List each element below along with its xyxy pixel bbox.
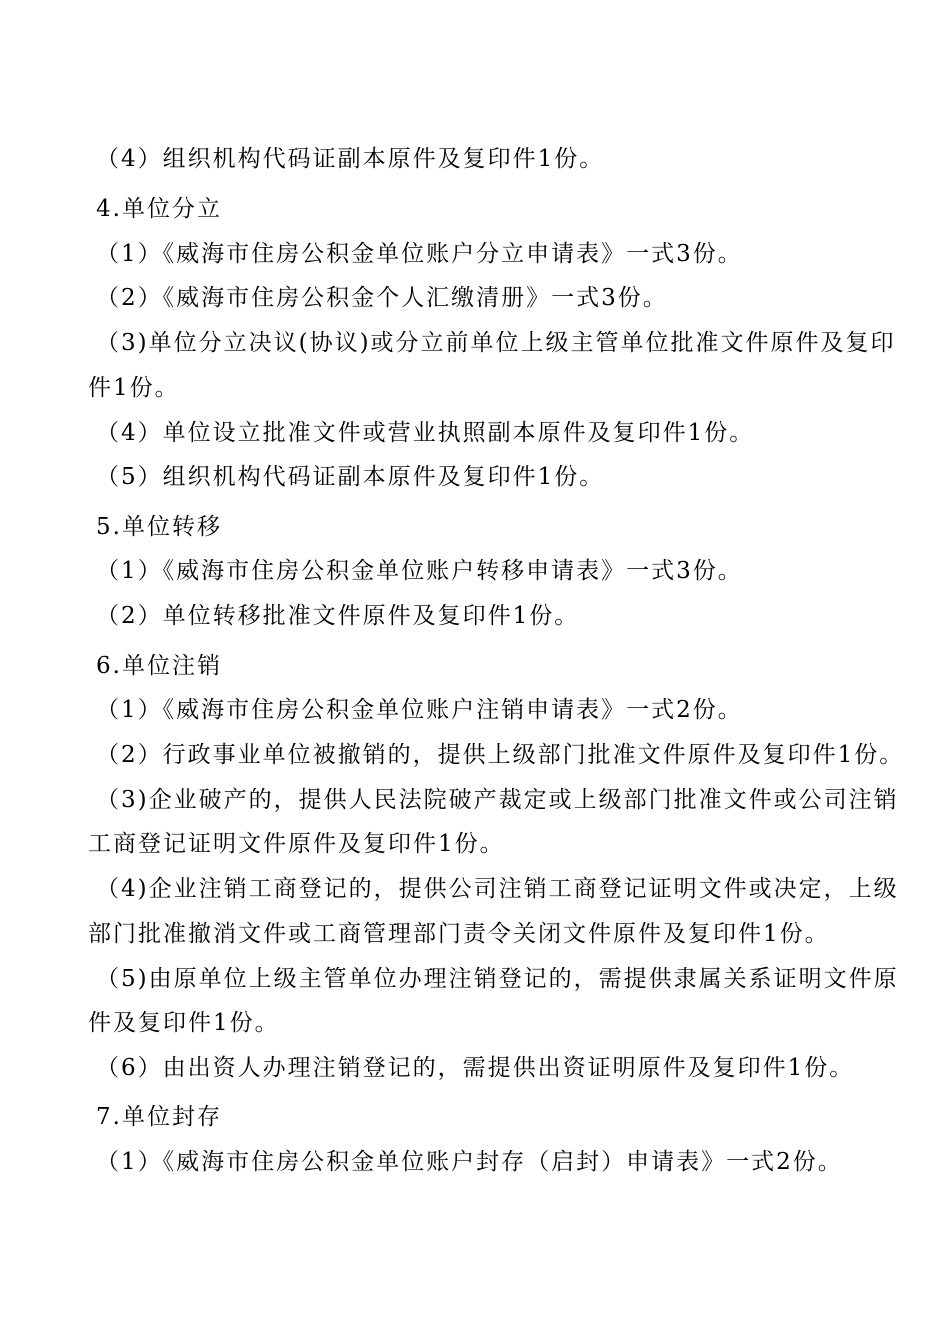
doc-line: 部门批准撤消文件或工商管理部门责令关闭文件原件及复印件1份。 xyxy=(88,921,830,947)
doc-line: （3)企业破产的，提供人民法院破产裁定或上级部门批准文件或公司注销 xyxy=(96,787,899,813)
section-heading: 6.单位注销 xyxy=(96,653,222,679)
doc-line: 件1份。 xyxy=(88,375,180,401)
section-heading: 4.单位分立 xyxy=(96,196,222,222)
doc-line: （1）《威海市住房公积金单位账户封存（启封）申请表》一式2份。 xyxy=(96,1149,843,1175)
doc-line: （2）行政事业单位被撤销的，提供上级部门批准文件原件及复印件1份。 xyxy=(96,742,905,768)
doc-line: 件及复印件1份。 xyxy=(88,1010,280,1036)
doc-line: （6）由出资人办理注销登记的，需提供出资证明原件及复印件1份。 xyxy=(96,1055,855,1081)
doc-line: （1）《威海市住房公积金单位账户转移申请表》一式3份。 xyxy=(96,558,743,584)
doc-line: （4)企业注销工商登记的，提供公司注销工商登记证明文件或决定，上级 xyxy=(96,876,899,902)
doc-line: 工商登记证明文件原件及复印件1份。 xyxy=(88,831,505,857)
doc-line: （3)单位分立决议(协议)或分立前单位上级主管单位批准文件原件及复印 xyxy=(96,330,896,356)
doc-line: （1）《威海市住房公积金单位账户注销申请表》一式2份。 xyxy=(96,697,743,723)
section-heading: 5.单位转移 xyxy=(96,514,222,540)
section-heading: 7.单位封存 xyxy=(96,1104,222,1130)
doc-line: （4）单位设立批准文件或营业执照副本原件及复印件1份。 xyxy=(96,420,755,446)
doc-line: （5)由原单位上级主管单位办理注销登记的，需提供隶属关系证明文件原 xyxy=(96,966,899,992)
doc-line: （5）组织机构代码证副本原件及复印件1份。 xyxy=(96,464,605,490)
doc-line: （2）单位转移批准文件原件及复印件1份。 xyxy=(96,603,580,629)
doc-line: （2）《威海市住房公积金个人汇缴清册》一式3份。 xyxy=(96,285,668,311)
doc-line: （4）组织机构代码证副本原件及复印件1份。 xyxy=(96,146,605,172)
doc-line: （1）《威海市住房公积金单位账户分立申请表》一式3份。 xyxy=(96,241,743,267)
